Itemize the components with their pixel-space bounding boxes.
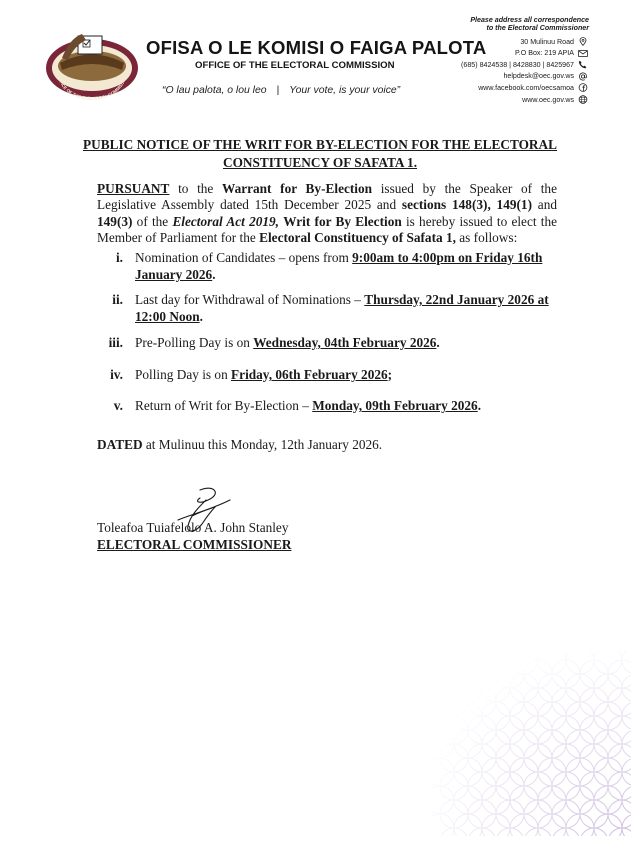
contact-po-box — [389, 47, 589, 59]
motto-separator: | — [276, 85, 280, 96]
contact-email — [389, 71, 589, 83]
dated-label: DATED — [97, 437, 143, 452]
dated-line — [97, 437, 382, 453]
contact-website-text: www.oec.gov.ws — [522, 95, 574, 104]
decorative-pattern — [430, 650, 631, 836]
intro-section-149-3: 149(3) — [97, 213, 133, 229]
contact-address-text: 30 Mulinuu Road — [520, 37, 574, 46]
phone-icon — [578, 60, 589, 69]
intro-text-3: and — [532, 197, 557, 213]
contact-heading-line2: to the Electoral Commissioner — [486, 24, 589, 33]
list-item-number: iv. — [110, 367, 123, 382]
list-item-number: ii. — [112, 292, 123, 307]
list-item-number: iii. — [108, 335, 123, 350]
list-item-date: 9:00am to 4:00pm on Friday 16th January 2026 — [135, 250, 543, 282]
motto — [162, 85, 400, 96]
mail-icon — [578, 49, 589, 58]
intro-writ: Writ for By Election — [283, 213, 402, 229]
org-name-english: OFFICE OF THE ELECTORAL COMMISSION — [195, 60, 395, 71]
list-item-number: i. — [115, 250, 123, 265]
list-item-number: v. — [113, 398, 123, 413]
commission-logo — [42, 18, 142, 100]
motto-samoan: “O lau palota, o lou leo — [162, 85, 267, 96]
dated-text: at Mulinuu this Monday, 12th January 2026. — [142, 437, 383, 452]
list-item-text: Pre-Polling Day is on Wednesday, 04th February 2026. — [135, 335, 440, 350]
intro-warrant: Warrant for By-Election — [222, 181, 373, 196]
contact-address — [389, 36, 589, 48]
intro-paragraph — [97, 181, 557, 246]
list-item-date: Wednesday, 04th February 2026 — [253, 335, 437, 350]
signatory-title: ELECTORAL COMMISSIONER — [97, 537, 292, 552]
intro-act: Electoral Act 2019, — [172, 213, 279, 229]
intro-text-1: to the — [169, 181, 222, 196]
facebook-icon — [578, 83, 589, 92]
logo-text: OFFICE OF THE ELECTORAL COMMISSION — [57, 74, 128, 100]
list-item-date: Monday, 09th February 2026 — [312, 398, 478, 413]
list-item-text: Polling Day is on Friday, 06th February 2026; — [135, 367, 393, 382]
intro-text-4: of the — [132, 213, 173, 229]
intro-sections: sections 148(3), 149(1) — [401, 197, 533, 213]
list-item-date: Friday, 06th February 2026 — [231, 367, 388, 382]
contact-po-box-text: P.O Box: 219 APIA — [514, 49, 574, 58]
location-icon — [578, 37, 589, 46]
signatory-name: Toleafoa Tuiafelolo A. John Stanley — [97, 520, 289, 535]
intro-text-2: issued by the Speaker of the Legislative Assembly dated 15th December 2025 and — [97, 181, 557, 213]
contact-facebook-text: www.facebook.com/oecsamoa — [478, 83, 574, 92]
intro-text-6: is hereby issued to elect the Member of Parliament for the — [97, 213, 558, 245]
list-item-text: Last day for Withdrawal of Nominations – Thursday, 22nd January 2026 at 12:00 Noon. — [135, 292, 549, 324]
list-item-text: Return of Writ for By-Election – Monday, 09th February 2026. — [135, 398, 482, 413]
globe-icon — [578, 95, 589, 104]
contact-facebook — [389, 82, 589, 94]
intro-text-7: as follows: — [455, 229, 518, 245]
contact-email-text: helpdesk@oec.gov.ws — [503, 72, 574, 81]
org-name: OFISA O LE KOMISI O FAIGA PALOTA — [146, 37, 487, 58]
at-icon — [578, 72, 589, 81]
contact-block — [389, 16, 589, 105]
contact-heading-line1: Please address all correspondence — [470, 16, 589, 24]
list-item-date: Thursday, 22nd January 2026 at 12:00 Noon — [135, 292, 549, 324]
contact-website — [389, 94, 589, 106]
contact-phone — [389, 59, 589, 71]
notice-title-line1: PUBLIC NOTICE OF THE WRIT FOR BY-ELECTION FOR THE ELECTORAL — [83, 137, 557, 152]
motto-english: Your vote, is your voice” — [289, 85, 401, 96]
contact-phone-text: (685) 8424538 | 8428830 | 8425967 — [461, 60, 574, 69]
intro-lead: PURSUANT — [97, 181, 170, 196]
list-item-text: Nomination of Candidates – opens from 9:00am to 4:00pm on Friday 16th January 2026. — [135, 250, 543, 282]
notice-title — [60, 136, 580, 171]
intro-constituency: Electoral Constituency of Safata 1, — [259, 229, 456, 245]
notice-title-line2: CONSTITUENCY OF SAFATA 1. — [222, 154, 418, 170]
